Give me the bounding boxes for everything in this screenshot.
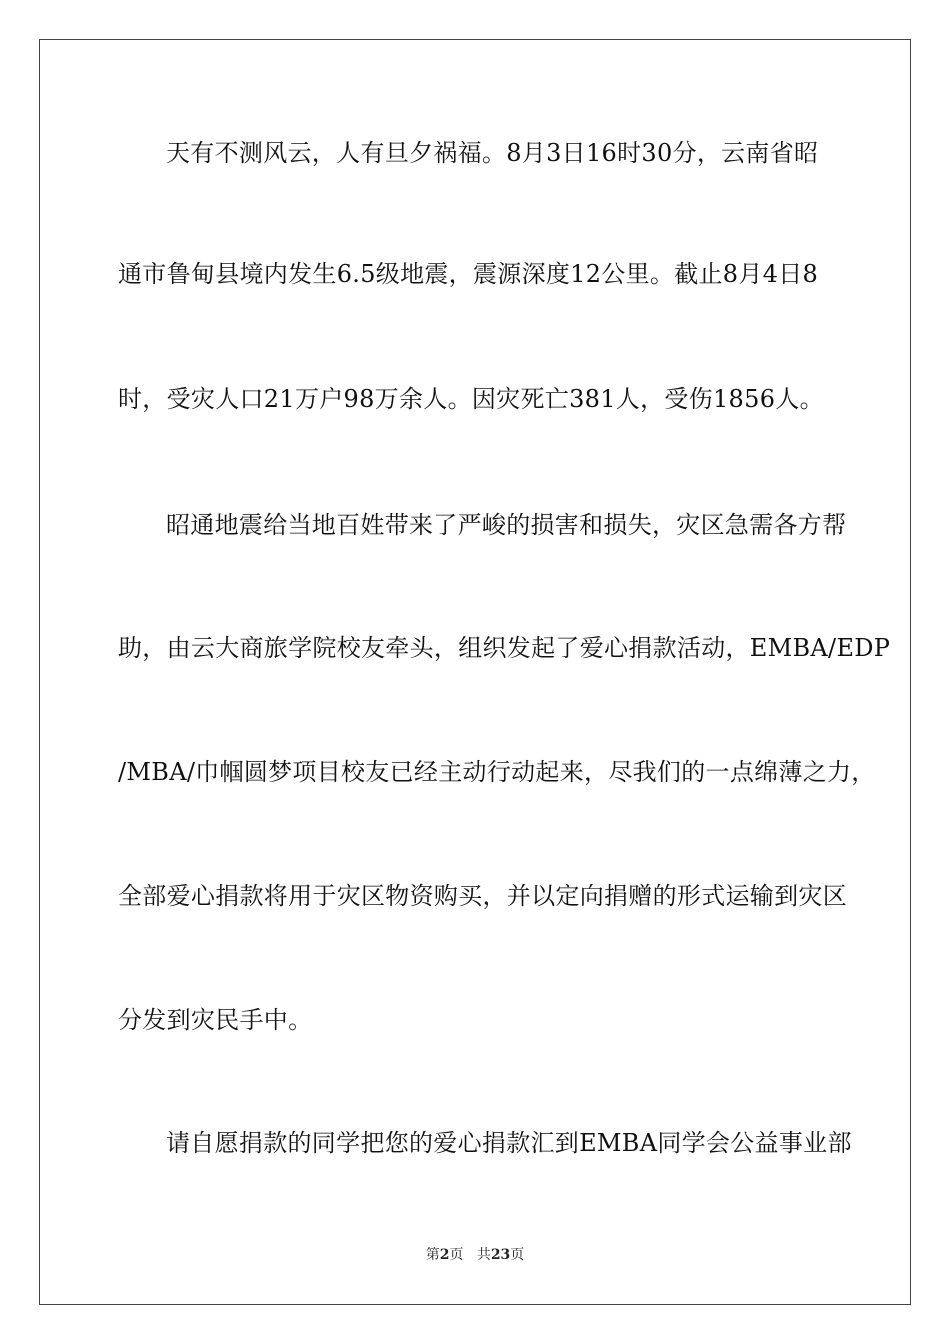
- text-line: 分发到灾民手中。: [118, 1006, 313, 1034]
- text-line: 昭通地震给当地百姓带来了严峻的损害和损失，灾区急需各方帮: [166, 511, 847, 539]
- text-line: 通市鲁甸县境内发生6.5级地震，震源深度12公里。截止8月4日8: [118, 260, 819, 288]
- total-pages-suffix: 页: [510, 1247, 525, 1263]
- page-border: [39, 39, 911, 1305]
- text-line: 助，由云大商旅学院校友牵头，组织发起了爱心捐款活动，EMBA/EDP: [118, 634, 891, 662]
- text-line: /MBA/巾帼圆梦项目校友已经主动行动起来，尽我们的一点绵薄之力，: [118, 758, 876, 786]
- page-number-suffix: 页: [449, 1247, 464, 1263]
- total-pages: 23: [490, 1247, 511, 1263]
- text-line: 天有不测风云，人有旦夕祸福。8月3日16时30分，云南省昭: [166, 139, 819, 167]
- text-line: 全部爱心捐款将用于灾区物资购买，并以定向捐赠的形式运输到灾区: [118, 882, 847, 910]
- page-number-prefix: 第: [425, 1247, 440, 1263]
- page-footer: [0, 1246, 950, 1264]
- text-line: 请自愿捐款的同学把您的爱心捐款汇到EMBA同学会公益事业部: [166, 1129, 852, 1157]
- text-line: 时，受灾人口21万户98万余人。因灾死亡381人，受伤1856人。: [118, 385, 824, 413]
- page-number: 2: [439, 1247, 450, 1263]
- total-pages-prefix: 共: [476, 1247, 491, 1263]
